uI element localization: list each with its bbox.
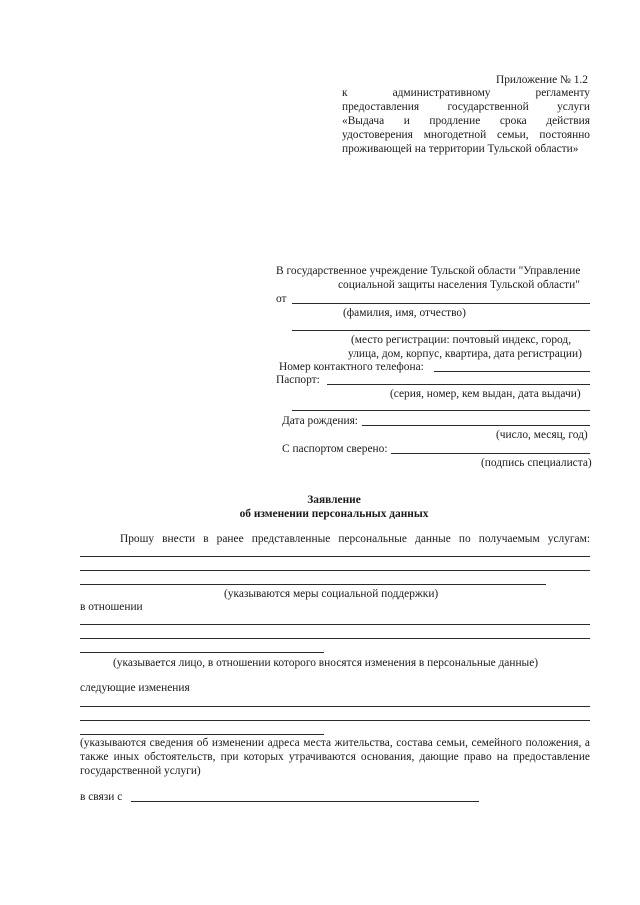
reason-field-line[interactable] [131,801,479,802]
verified-label: С паспортом сверено: [282,443,388,455]
appendix-line-2: предоставления государственной услуги [342,101,590,113]
statement-intro: Прошу внести в ранее представленные персональные данные по получаемым услугам: [120,533,590,545]
person-hint: (указывается лицо, в отношении которого вносятся изменения в персональные данные) [113,657,539,669]
registration-hint-2: улица, дом, корпус, квартира, дата регистрации) [348,348,582,360]
verified-hint: (подпись специалиста) [481,457,592,469]
phone-label: Номер контактного телефона: [279,361,424,373]
passport-hint: (серия, номер, кем выдан, дата выдачи) [390,388,581,400]
fio-hint: (фамилия, имя, отчество) [343,307,466,319]
registration-hint-1: (место регистрации: почтовый индекс, город, [351,334,572,346]
appendix-line-5: проживающей на территории Тульской области» [342,143,579,155]
appendix-line-1: к административному регламенту [342,87,590,99]
verified-field-line[interactable] [391,453,590,454]
regarding-line-2[interactable] [80,638,590,639]
changes-hint: (указываются сведения об изменении адреса места жительства, состава семьи, семейного положения, а также иных обстоятельств, при которых утрачиваются основания, дающие право на предоставление государственной услуги) [80,737,590,777]
services-line-1[interactable] [80,556,590,557]
services-line-3[interactable] [80,584,546,585]
from-label: от [276,293,287,305]
regarding-label: в отношении [80,601,143,613]
registration-field-line[interactable] [292,330,590,331]
reason-label: в связи с [80,791,123,803]
changes-line-1[interactable] [80,706,590,707]
statement-title: Заявление [307,494,361,506]
addressee-line-1: В государственное учреждение Тульской области "Управление [276,265,581,277]
appendix-title: Приложение № 1.2 [496,74,588,86]
regarding-line-1[interactable] [80,624,590,625]
statement-subtitle: об изменении персональных данных [239,508,429,520]
changes-line-2[interactable] [80,720,590,721]
birth-date-field-line[interactable] [362,425,590,426]
measures-hint: (указываются меры социальной поддержки) [224,588,439,600]
changes-line-3[interactable] [80,734,324,735]
passport-field-line-2[interactable] [292,410,590,411]
appendix-line-4: удостоверения многодетной семьи, постоянно [342,129,590,141]
birth-date-label: Дата рождения: [282,415,358,427]
regarding-line-3[interactable] [80,652,324,653]
changes-label: следующие изменения [80,682,190,694]
phone-field-line[interactable] [434,371,590,372]
appendix-line-3: «Выдача и продление срока действия [342,115,590,127]
passport-field-line[interactable] [327,384,590,385]
passport-label: Паспорт: [276,374,320,386]
birth-date-hint: (число, месяц, год) [496,429,588,441]
addressee-line-2: социальной защиты населения Тульской области" [338,279,580,291]
services-line-2[interactable] [80,570,590,571]
fio-field-line[interactable] [292,303,590,304]
